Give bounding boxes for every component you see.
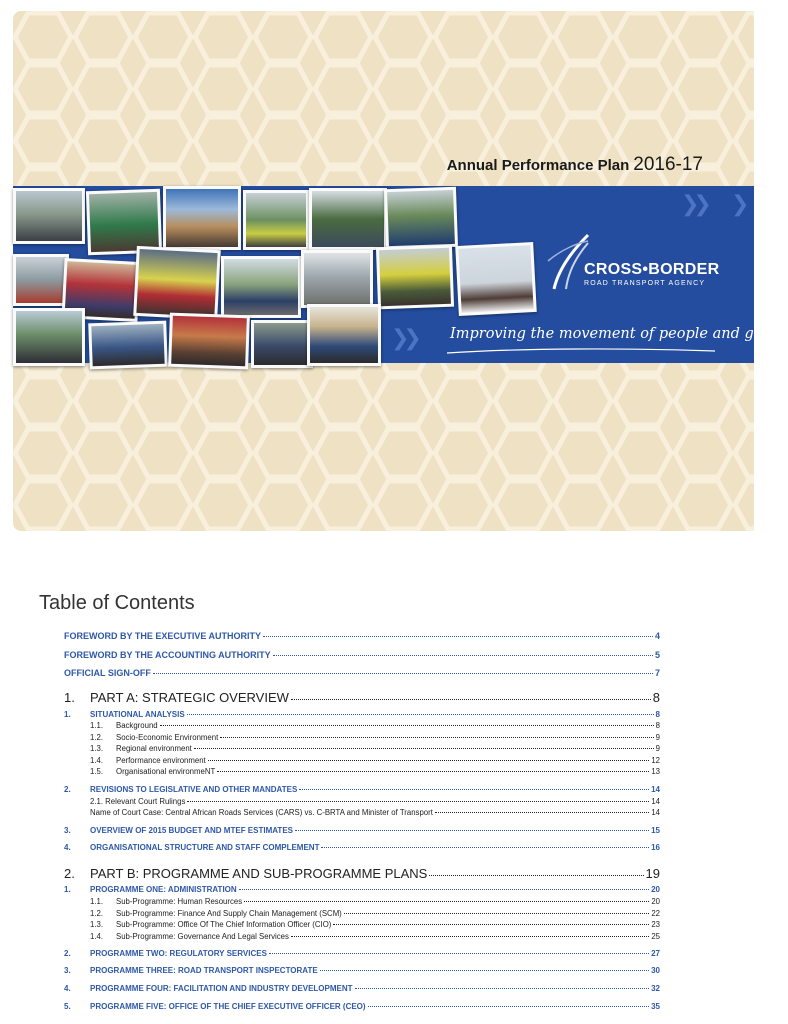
- toc-section-label: SITUATIONAL ANALYSIS: [90, 710, 185, 719]
- collage-photo: [221, 256, 301, 318]
- toc-subsection[interactable]: [90, 909, 660, 918]
- toc-subsection-number: 1.4.: [90, 932, 104, 941]
- toc-part-label: PART A: STRATEGIC OVERVIEW: [90, 690, 289, 705]
- leader-dots: [291, 699, 651, 700]
- toc-part-page: 19: [645, 866, 660, 881]
- collage-photo: [301, 250, 373, 308]
- toc-subsection-page: 8: [655, 721, 660, 730]
- toc-section-label: REVISIONS TO LEGISLATIVE AND OTHER MANDATES: [90, 785, 298, 794]
- toc-section-page: 27: [651, 949, 660, 958]
- toc-subsection-number: 1.2.: [90, 909, 104, 918]
- leader-dots: [435, 812, 649, 813]
- report-title: [447, 154, 703, 176]
- cover-panel: [13, 11, 788, 531]
- toc-subsection-label: Organisational environmeNT: [116, 767, 216, 776]
- leader-dots: [220, 737, 653, 738]
- toc-subsection-label: Background: [116, 721, 158, 730]
- toc-subsection[interactable]: [90, 721, 660, 730]
- toc-section[interactable]: [64, 710, 660, 719]
- chevron-right-icon: ❯❯: [681, 192, 706, 217]
- toc-subsection-page: 23: [651, 920, 660, 929]
- toc-section-page: 35: [651, 1002, 660, 1011]
- toc-part-a[interactable]: [64, 690, 660, 705]
- leader-dots: [160, 725, 654, 726]
- toc-subsection-number: 1.5.: [90, 767, 104, 776]
- leader-dots: [368, 1006, 650, 1007]
- toc-section-label: PROGRAMME FOUR: FACILITATION AND INDUSTRY DEVELOPMENT: [90, 984, 353, 993]
- collage-photo: [243, 190, 309, 250]
- leader-dots: [244, 901, 649, 902]
- toc-section[interactable]: [64, 949, 660, 958]
- toc-entry[interactable]: [64, 650, 660, 660]
- collage-photo: [13, 308, 85, 366]
- toc-section-number: 2.: [64, 949, 71, 958]
- leader-dots: [187, 801, 649, 802]
- toc-section[interactable]: [64, 785, 660, 794]
- toc-section-label: PROGRAMME THREE: ROAD TRANSPORT INSPECTORATE: [90, 966, 318, 975]
- toc-subsection-label: Performance environment: [116, 756, 206, 765]
- toc-section-number: 3.: [64, 826, 71, 835]
- toc-subsection-number: 1.3.: [90, 920, 104, 929]
- leader-dots: [429, 875, 643, 876]
- toc-subsection-page: 9: [655, 744, 660, 753]
- toc-section[interactable]: [64, 885, 660, 894]
- toc-section[interactable]: [64, 966, 660, 975]
- toc-section[interactable]: [64, 843, 660, 852]
- toc-section-label: PROGRAMME ONE: ADMINISTRATION: [90, 885, 237, 894]
- toc-subsection-page: 9: [655, 733, 660, 742]
- toc-subsection[interactable]: [90, 756, 660, 765]
- toc-section-page: 32: [651, 984, 660, 993]
- toc-subsection-label: Sub-Programme: Finance And Supply Chain Management (SCM): [116, 909, 342, 918]
- toc-section-page: 30: [651, 966, 660, 975]
- collage-photo: [376, 245, 454, 310]
- toc-subsection-page: 14: [651, 797, 660, 806]
- leader-dots: [355, 988, 650, 989]
- logo-subtitle: ROAD TRANSPORT AGENCY: [584, 280, 706, 287]
- toc-entry-page: 7: [654, 668, 660, 678]
- toc-part-label: PART B: PROGRAMME AND SUB-PROGRAMME PLANS: [90, 866, 428, 881]
- toc-subsection-label: Name of Court Case: Central African Roads Services (CARS) vs. C-BRTA and Minister of Transport: [90, 808, 433, 817]
- toc-section[interactable]: [64, 826, 660, 835]
- toc-subsection-number: 1.1.: [90, 721, 104, 730]
- toc-subsection-number: 1.3.: [90, 744, 104, 753]
- collage-photo: [251, 320, 313, 368]
- leader-dots: [333, 924, 649, 925]
- toc-section-number: 1.: [64, 885, 71, 894]
- toc-entry[interactable]: [64, 668, 660, 678]
- toc-subsection-label: Socio-Economic Environment: [116, 733, 219, 742]
- toc-section-number: 2.: [64, 785, 71, 794]
- toc-section[interactable]: [64, 984, 660, 993]
- toc-section-page: 15: [651, 826, 660, 835]
- collage-photo: [384, 187, 458, 249]
- leader-dots: [273, 655, 653, 656]
- toc-subsection-label: Sub-Programme: Human Resources: [116, 897, 243, 906]
- toc-subsection[interactable]: [90, 744, 660, 753]
- toc-subsection-page: 25: [651, 932, 660, 941]
- collage-photo: [133, 246, 221, 320]
- report-title-main: Annual Performance Plan: [446, 157, 630, 174]
- leader-dots: [291, 936, 649, 937]
- collage-photo: [455, 242, 537, 316]
- leader-dots: [208, 760, 650, 761]
- toc-subsection-number: 1.4.: [90, 756, 104, 765]
- toc-part-b[interactable]: [64, 866, 660, 881]
- leader-dots: [187, 714, 654, 715]
- collage-photo: [309, 188, 387, 250]
- toc-subsection-page: 22: [651, 909, 660, 918]
- toc-subsection-page: 20: [651, 897, 660, 906]
- toc-entry-label: OFFICIAL SIGN-OFF: [64, 668, 151, 678]
- toc-subsection-page: 13: [651, 767, 660, 776]
- leader-dots: [239, 889, 649, 890]
- toc-part-number: 2.: [64, 866, 75, 881]
- toc-subsection[interactable]: [90, 897, 660, 906]
- toc-subsection[interactable]: [90, 733, 660, 742]
- collage-photo: [88, 321, 168, 370]
- chevron-right-icon: ❯❯: [391, 326, 416, 351]
- toc-subsection[interactable]: [90, 797, 660, 806]
- leader-dots: [217, 771, 649, 772]
- toc-entry-label: FOREWORD BY THE ACCOUNTING AUTHORITY: [64, 650, 271, 660]
- toc-section-number: 4.: [64, 843, 71, 852]
- toc-part-page: 8: [652, 690, 660, 705]
- toc-section-page: 20: [651, 885, 660, 894]
- toc-section-number: 5.: [64, 1002, 71, 1011]
- toc-entry-page: 4: [654, 631, 660, 641]
- toc-subsection[interactable]: [90, 920, 660, 929]
- chevron-right-icon: ❯: [731, 192, 744, 217]
- leader-dots: [194, 748, 654, 749]
- toc-section-label: OVERVIEW OF 2015 BUDGET AND MTEF ESTIMATES: [90, 826, 293, 835]
- tagline-underline: [445, 344, 745, 358]
- collage-photo: [13, 254, 69, 306]
- toc-section-page: 14: [651, 785, 660, 794]
- toc-subsection-number: 1.2.: [90, 733, 104, 742]
- toc-section-page: 8: [655, 710, 660, 719]
- leader-dots: [269, 953, 649, 954]
- toc-heading: Table of Contents: [39, 592, 195, 614]
- report-title-year: 2016-17: [633, 154, 703, 175]
- leader-dots: [299, 789, 649, 790]
- logo-name: CROSS•BORDER: [584, 261, 720, 278]
- toc-subsection[interactable]: [90, 767, 660, 776]
- toc-part-number: 1.: [64, 690, 75, 705]
- toc-section-number: 4.: [64, 984, 71, 993]
- leader-dots: [295, 830, 649, 831]
- toc-entry-page: 5: [654, 650, 660, 660]
- toc-subsection-number: 1.1.: [90, 897, 104, 906]
- collage-photo: [13, 188, 85, 244]
- toc-section-label: PROGRAMME FIVE: OFFICE OF THE CHIEF EXECUTIVE OFFICER (CEO): [90, 1002, 366, 1011]
- toc-section[interactable]: [64, 1002, 660, 1011]
- leader-dots: [344, 913, 650, 914]
- toc-section-label: ORGANISATIONAL STRUCTURE AND STAFF COMPLEMENT: [90, 843, 320, 852]
- toc-subsection-label: Regional environment: [116, 744, 192, 753]
- toc-section-number: 1.: [64, 710, 71, 719]
- collage-photo: [163, 186, 241, 250]
- photo-banner: [13, 186, 788, 363]
- leader-dots: [153, 673, 653, 674]
- agency-logo: [548, 231, 738, 291]
- collage-photo: [168, 313, 250, 370]
- collage-photo: [307, 304, 381, 366]
- toc-subsection-page: 12: [651, 756, 660, 765]
- toc-subsection-page: 14: [651, 808, 660, 817]
- leader-dots: [263, 636, 653, 637]
- toc-entry-label: FOREWORD BY THE EXECUTIVE AUTHORITY: [64, 631, 262, 641]
- toc-section-label: PROGRAMME TWO: REGULATORY SERVICES: [90, 949, 267, 958]
- collage-photo: [86, 189, 162, 256]
- toc-subsection[interactable]: [90, 808, 660, 817]
- toc-entry[interactable]: [64, 631, 660, 641]
- toc-subsection[interactable]: [90, 932, 660, 941]
- toc-section-number: 3.: [64, 966, 71, 975]
- road-swoosh-icon: [548, 231, 588, 291]
- toc-subsection-label: 2.1. Relevant Court Rulings: [90, 797, 186, 806]
- leader-dots: [320, 970, 649, 971]
- leader-dots: [321, 847, 649, 848]
- toc-subsection-label: Sub-Programme: Governance And Legal Services: [116, 932, 289, 941]
- toc-section-page: 16: [651, 843, 660, 852]
- tagline: Improving the movement of people and goods: [450, 326, 788, 342]
- toc-subsection-label: Sub-Programme: Office Of The Chief Information Officer (CIO): [116, 920, 332, 929]
